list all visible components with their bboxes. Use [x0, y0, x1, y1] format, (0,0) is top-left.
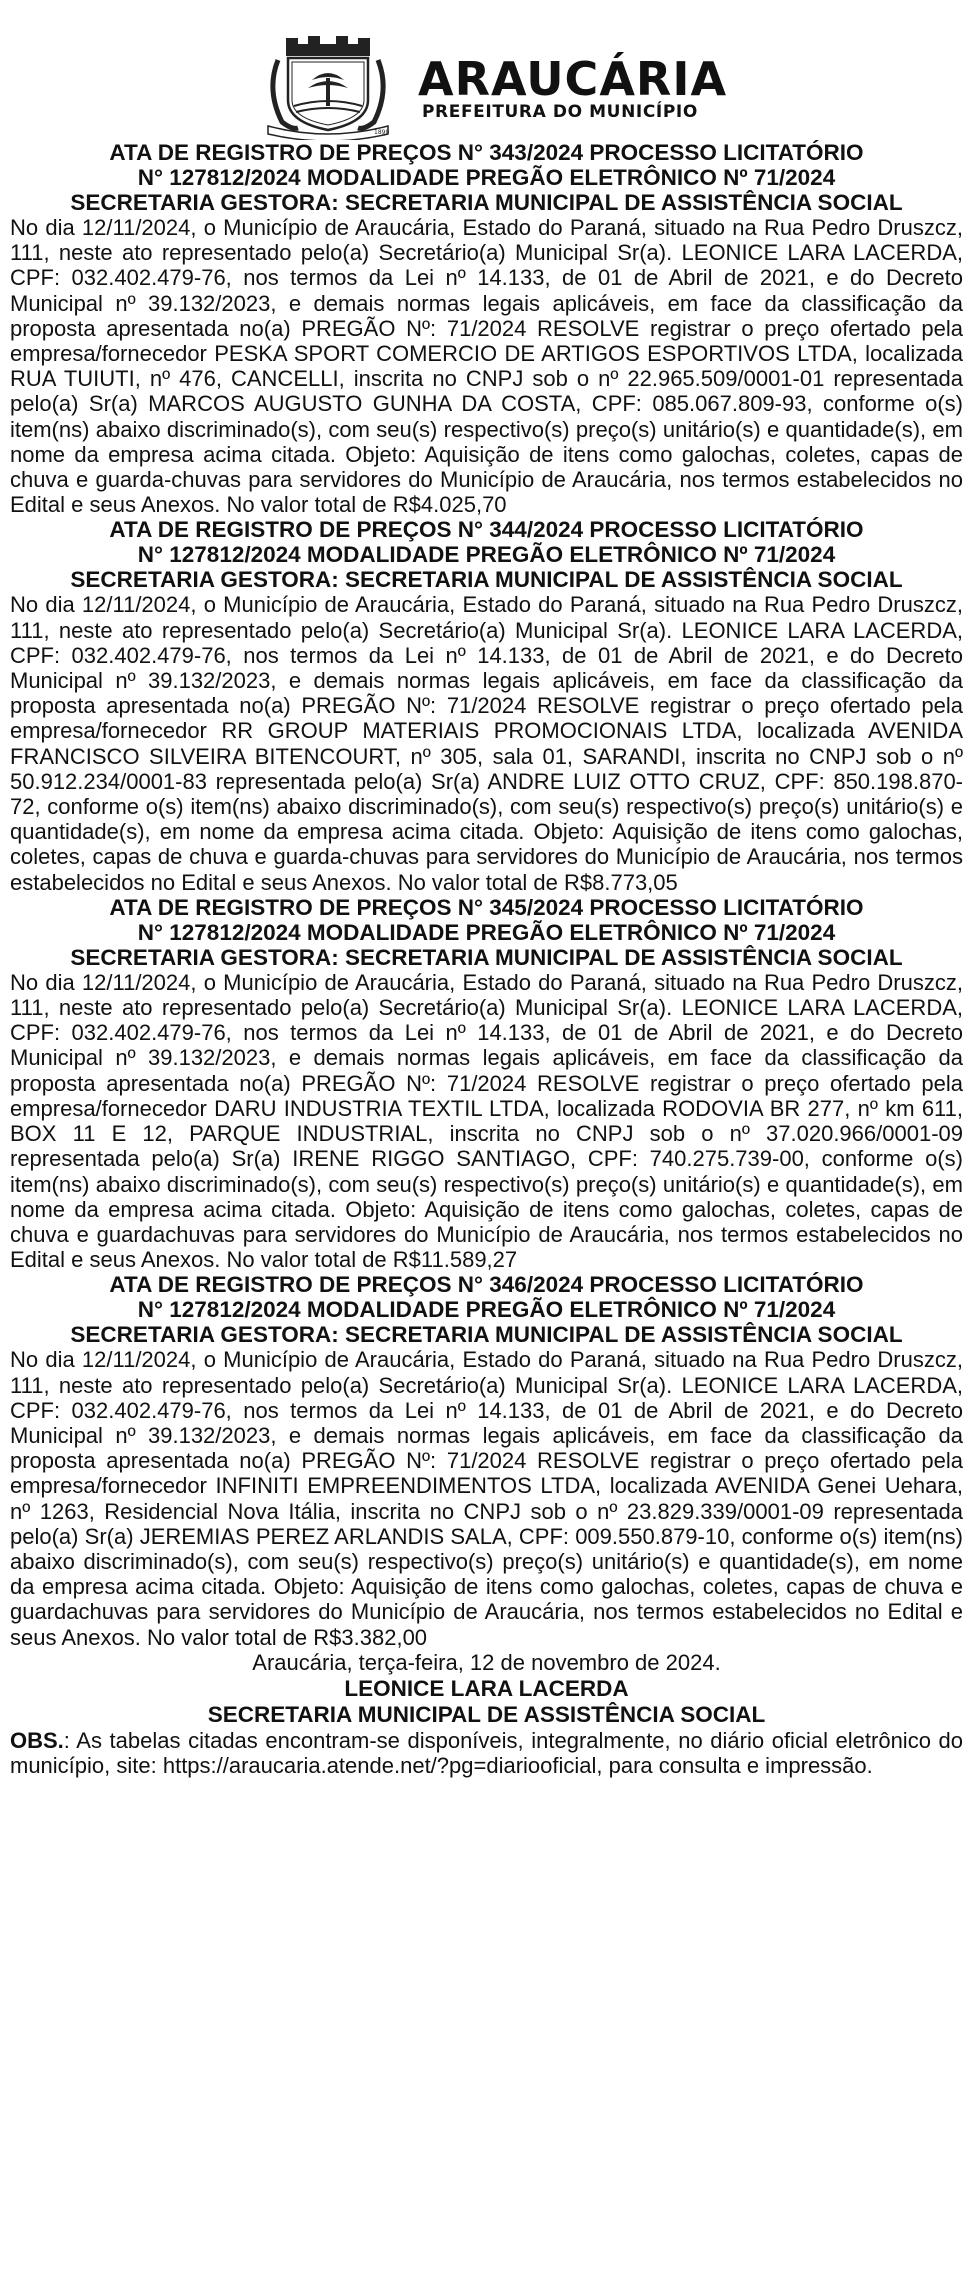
section-body: No dia 12/11/2024, o Município de Araucária, Estado do Paraná, situado na Rua Pedro Druszcz, 111, neste ato representado pelo(a) Secretário(a) Municipal Sr(a). LEONICE LARA LACERDA, CPF: 032.402.479-76, nos termos da Lei nº 14.133, de 01 de Abril de 2021, e do Decreto Municipal nº 39.132/2023, e demais normas legais aplicáveis, em face da classificação da proposta apresentada no(a) PREGÃO Nº: 71/2024 RESOLVE registrar o preço ofertado pela empresa/fornecedor PESKA SPORT COMERCIO DE ARTIGOS ESPORTIVOS LTDA, localizada RUA TUIUTI, nº 476, CANCELLI, inscrita no CNPJ sob o nº 22.965.509/0001-01 representada pelo(a) Sr(a) MARCOS AUGUSTO GUNHA DA COSTA, CPF: 085.067.809-93, conforme o(s) item(ns) abaixo discriminado(s), com seu(s) respectivo(s) preço(s) unitário(s) e quantidade(s), em nome da empresa acima citada. Objeto: Aquisição de itens como galochas, coletes, capas de chuva e guarda-chuvas para servidores do Município de Araucária, nos termos estabelecidos no Edital e seus Anexos. No valor total de R$4.025,70 [10, 215, 963, 518]
section-subtitle: N° 127812/2024 MODALIDADE PREGÃO ELETRÔNICO Nº 71/2024 [137, 542, 836, 568]
section-body: No dia 12/11/2024, o Município de Araucária, Estado do Paraná, situado na Rua Pedro Druszcz, 111, neste ato representado pelo(a) Secretário(a) Municipal Sr(a). LEONICE LARA LACERDA, CPF: 032.402.479-76, nos termos da Lei nº 14.133, de 01 de Abril de 2021, e do Decreto Municipal nº 39.132/2023, e demais normas legais aplicáveis, em face da classificação da proposta apresentada no(a) PREGÃO Nº: 71/2024 RESOLVE registrar o preço ofertado pela empresa/fornecedor INFINITI EMPREENDIMENTOS LTDA, localizada AVENIDA Genei Uehara, nº 1263, Residencial Nova Itália, inscrita no CNPJ sob o nº 23.829.339/0001-09 representada pelo(a) Sr(a) JEREMIAS PEREZ ARLANDIS SALA, CPF: 009.550.879-10, conforme o(s) item(ns) abaixo discriminado(s), com seu(s) respectivo(s) preço(s) unitário(s) e quantidade(s), em nome da empresa acima citada. Objeto: Aquisição de itens como galochas, coletes, capas de chuva e guardachuvas para servidores do Município de Araucária, nos termos estabelecidos no Edital e seus Anexos. No valor total de R$3.382,00 [10, 1347, 963, 1650]
ata-section-345 [10, 895, 963, 1272]
section-title: ATA DE REGISTRO DE PREÇOS N° 343/2024 PROCESSO LICITATÓRIO [109, 140, 864, 165]
section-subtitle: N° 127812/2024 MODALIDADE PREGÃO ELETRÔNICO Nº 71/2024 [137, 1297, 836, 1323]
ata-section-344 [10, 517, 963, 894]
section-subtitle: N° 127812/2024 MODALIDADE PREGÃO ELETRÔNICO Nº 71/2024 [137, 919, 836, 945]
section-secretaria: SECRETARIA GESTORA: SECRETARIA MUNICIPAL DE ASSISTÊNCIA SOCIAL [70, 1322, 903, 1348]
section-subtitle: N° 127812/2024 MODALIDADE PREGÃO ELETRÔNICO Nº 71/2024 [137, 165, 836, 190]
page-header [10, 0, 963, 140]
section-body: No dia 12/11/2024, o Município de Araucária, Estado do Paraná, situado na Rua Pedro Druszcz, 111, neste ato representado pelo(a) Secretário(a) Municipal Sr(a). LEONICE LARA LACERDA, CPF: 032.402.479-76, nos termos da Lei nº 14.133, de 01 de Abril de 2021, e do Decreto Municipal nº 39.132/2023, e demais normas legais aplicáveis, em face da classificação da proposta apresentada no(a) PREGÃO Nº: 71/2024 RESOLVE registrar o preço ofertado pela empresa/fornecedor RR GROUP MATERIAIS PROMOCIONAIS LTDA, localizada AVENIDA FRANCISCO SILVEIRA BITENCOURT, nº 305, sala 01, SARANDI, inscrita no CNPJ sob o nº 50.912.234/0001-83 representada pelo(a) Sr(a) ANDRE LUIZ OTTO CRUZ, CPF: 850.198.870-72, conforme o(s) item(ns) abaixo discriminado(s), com seu(s) respectivo(s) preço(s) unitário(s) e quantidade(s), em nome da empresa acima citada. Objeto: Aquisição de itens como galochas, coletes, capas de chuva e guarda-chuvas para servidores do Município de Araucária, nos termos estabelecidos no Edital e seus Anexos. No valor total de R$8.773,05 [10, 592, 963, 895]
section-secretaria: SECRETARIA GESTORA: SECRETARIA MUNICIPAL DE ASSISTÊNCIA SOCIAL [70, 567, 903, 593]
obs-note [10, 1728, 963, 1778]
svg-text:1890: 1890 [374, 129, 390, 136]
municipal-crest-icon [248, 30, 408, 140]
ata-section-346 [10, 1272, 963, 1649]
brand-name: ARAUCÁRIA [418, 52, 728, 106]
section-title: ATA DE REGISTRO DE PREÇOS N° 344/2024 PROCESSO LICITATÓRIO [109, 517, 864, 543]
section-secretaria: SECRETARIA GESTORA: SECRETARIA MUNICIPAL DE ASSISTÊNCIA SOCIAL [70, 944, 903, 970]
section-title: ATA DE REGISTRO DE PREÇOS N° 346/2024 PROCESSO LICITATÓRIO [109, 1272, 864, 1298]
signer-role: SECRETARIA MUNICIPAL DE ASSISTÊNCIA SOCIAL [207, 1701, 766, 1727]
brand-block [418, 52, 728, 122]
section-secretaria: SECRETARIA GESTORA: SECRETARIA MUNICIPAL DE ASSISTÊNCIA SOCIAL [70, 190, 903, 215]
closing-block [10, 1650, 963, 1728]
signer-name: LEONICE LARA LACERDA [344, 1675, 629, 1701]
section-title: ATA DE REGISTRO DE PREÇOS N° 345/2024 PROCESSO LICITATÓRIO [109, 894, 864, 920]
obs-label: OBS. [10, 1727, 64, 1753]
closing-date: Araucária, terça-feira, 12 de novembro de 2024. [252, 1649, 721, 1675]
section-body: No dia 12/11/2024, o Município de Araucária, Estado do Paraná, situado na Rua Pedro Druszcz, 111, neste ato representado pelo(a) Secretário(a) Municipal Sr(a). LEONICE LARA LACERDA, CPF: 032.402.479-76, nos termos da Lei nº 14.133, de 01 de Abril de 2021, e do Decreto Municipal nº 39.132/2023, e demais normas legais aplicáveis, em face da classificação da proposta apresentada no(a) PREGÃO Nº: 71/2024 RESOLVE registrar o preço ofertado pela empresa/fornecedor DARU INDUSTRIA TEXTIL LTDA, localizada RODOVIA BR 277, nº km 611, BOX 11 E 12, PARQUE INDUSTRIAL, inscrita no CNPJ sob o nº 37.020.966/0001-09 representada pelo(a) Sr(a) IRENE RIGGO SANTIAGO, CPF: 740.275.739-00, conforme o(s) item(ns) abaixo discriminado(s), com seu(s) respectivo(s) preço(s) unitário(s) e quantidade(s), em nome da empresa acima citada. Objeto: Aquisição de itens como galochas, coletes, capas de chuva e guardachuvas para servidores do Município de Araucária, nos termos estabelecidos no Edital e seus Anexos. No valor total de R$11.589,27 [10, 969, 963, 1273]
obs-text: : As tabelas citadas encontram-se disponíveis, integralmente, no diário oficial eletrônico do município, site: https://araucaria.atende.net/?pg=diariooficial, para consulta e impressão. [10, 1727, 963, 1778]
brand-subtitle: PREFEITURA DO MUNICÍPIO [422, 102, 698, 122]
ata-section-343 [10, 140, 963, 517]
